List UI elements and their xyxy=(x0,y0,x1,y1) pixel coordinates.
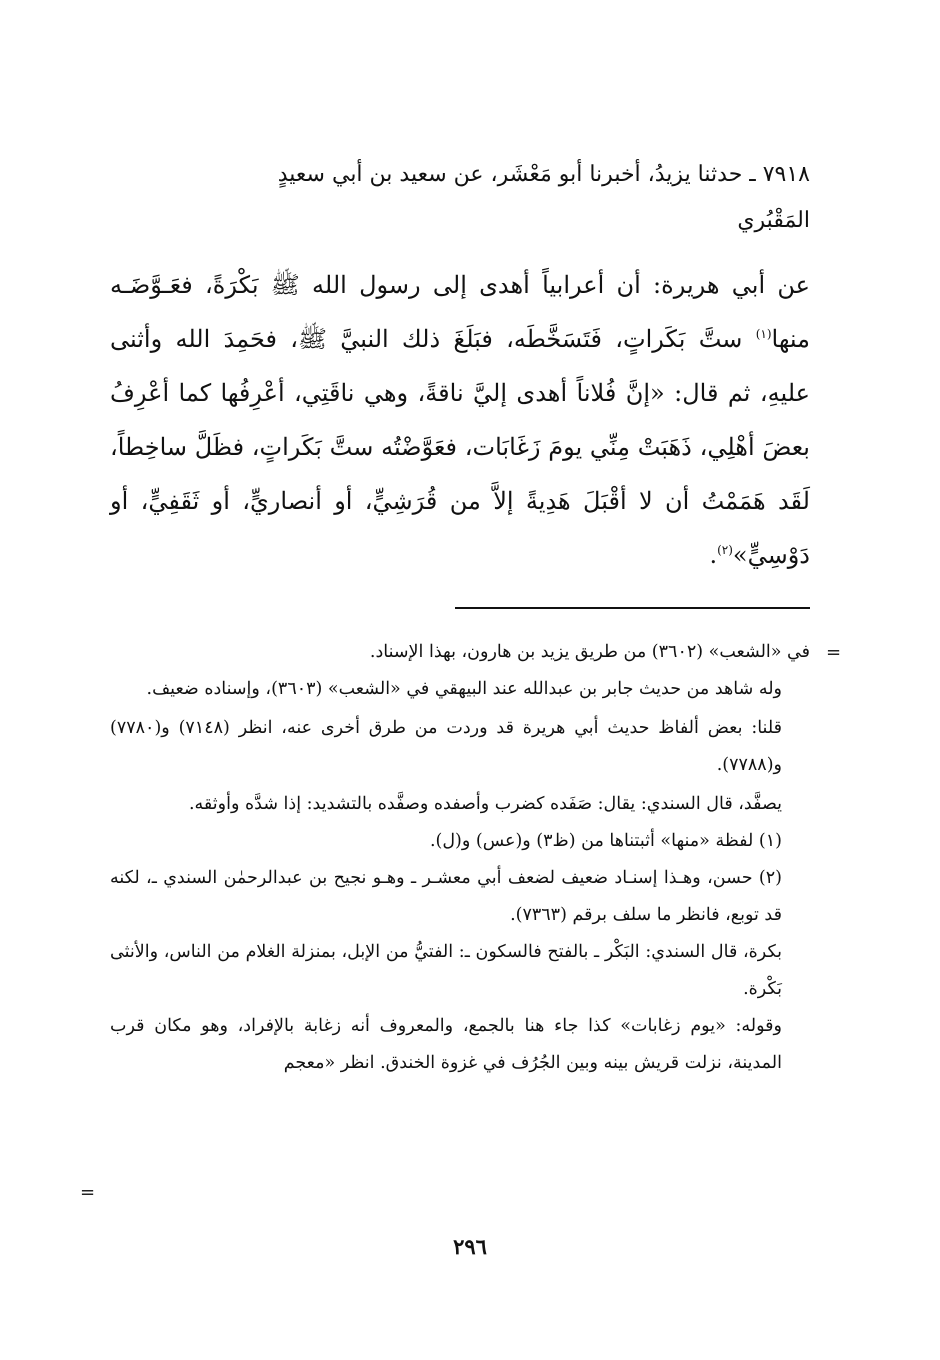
footnote-para-4: يصفَّد، قال السندي: يقال: صَفَده كضرب وأصفده وصفَّده بالتشديد: إذا شدَّه وأوثقه. xyxy=(188,794,782,814)
hadith-text-end: . xyxy=(709,541,718,569)
footnote-para-3: قلنا: بعض ألفاظ حديث أبي هريرة قد وردت من طرق أخرى عنه، انظر (٧١٤٨) و(٧٧٨٠) و(٧٧٨٨). xyxy=(110,718,782,775)
footnotes-section xyxy=(110,634,810,1082)
footnote-next-page-marker: = xyxy=(80,1182,96,1203)
footnote-para-2: وله شاهد من حديث جابر بن عبدالله عند البيهقي في «الشعب» (٣٦٠٣)، وإسناده ضعيف. xyxy=(146,679,782,699)
footnote-ref-2[interactable]: (٢) xyxy=(717,543,733,557)
hadith-text-part2: ستَّ بَكَراتٍ، فَتَسَخَّطَه، فبَلَغَ ذلك النبيَّ ﷺ، فحَمِدَ الله وأثنى عليهِ، ثم قال: «إنَّ فُلاناً أهدى إليَّ ناقةً، وهي ناقَتِي، أعْرِفُها كما أعْرِفُ بعضَ أهْلِي، ذَهَبَتْ مِنِّي يومَ زَغَابَات، فعَوَّضْتُه ستَّ بَكَراتٍ، فظَلَّ ساخِطاً، لَقَد هَمَمْتُ أن لا أقْبَلَ هَدِيةً إلاَّ من قُرَشِيٍّ، أو أنصاريٍّ، أو ثَقَفِيٍّ، أو دَوْسِيٍّ» xyxy=(110,325,810,569)
footnote-separator xyxy=(455,607,810,609)
footnote-ref-1[interactable]: (١) xyxy=(755,327,772,341)
hadith-text-part1: عن أبي هريرة: أن أعرابياً أهدى إلى رسول الله ﷺ بَكْرَةً، فعَـوَّضَـه منها xyxy=(110,271,811,353)
footnote-para-7: بكرة، قال السندي: البَكْر ـ بالفتح فالسكون ـ: الفتيُّ من الإبل، بمنزلة الغلام من الناس، والأنثى بَكْرة. xyxy=(110,942,782,999)
footnote-1: (١) لفظة «منها» أثبتناها من (ظ٣) و(عس) و(ل). xyxy=(429,831,782,851)
hadith-narrator-line: المَقْبُري xyxy=(737,208,810,233)
footnote-para-8: وقوله: «يوم زغابات» كذا جاء هنا بالجمع، والمعروف أنه زغابة بالإفراد، وهو مكان قرب المدينة، نزلت قريش بينه وبين الجُرُف في غزوة الخندق. انظر «معجم xyxy=(110,1016,782,1073)
page-number: ٢٩٦ xyxy=(453,1234,487,1259)
footnote-continuation-marker: = xyxy=(826,642,842,663)
hadith-text xyxy=(110,258,856,582)
footnote-para-1: في «الشعب» (٣٦٠٢) من طريق يزيد بن هارون، بهذا الإسناد. xyxy=(369,642,810,662)
hadith-header xyxy=(110,152,810,244)
footnote-2: (٢) حسن، وهـذا إسنـاد ضعيف لضعف أبي معشـر ـ وهـو نجيح بن عبدالرحمٰن السندي ـ، لكنه قد توبع، فانظر ما سلف برقم (٧٣٦٣). xyxy=(110,868,782,925)
hadith-number-line: ٧٩١٨ ـ حدثنا يزيدُ، أخبرنا أبو مَعْشَر، عن سعيد بن أبي سعيدٍ xyxy=(277,162,810,187)
